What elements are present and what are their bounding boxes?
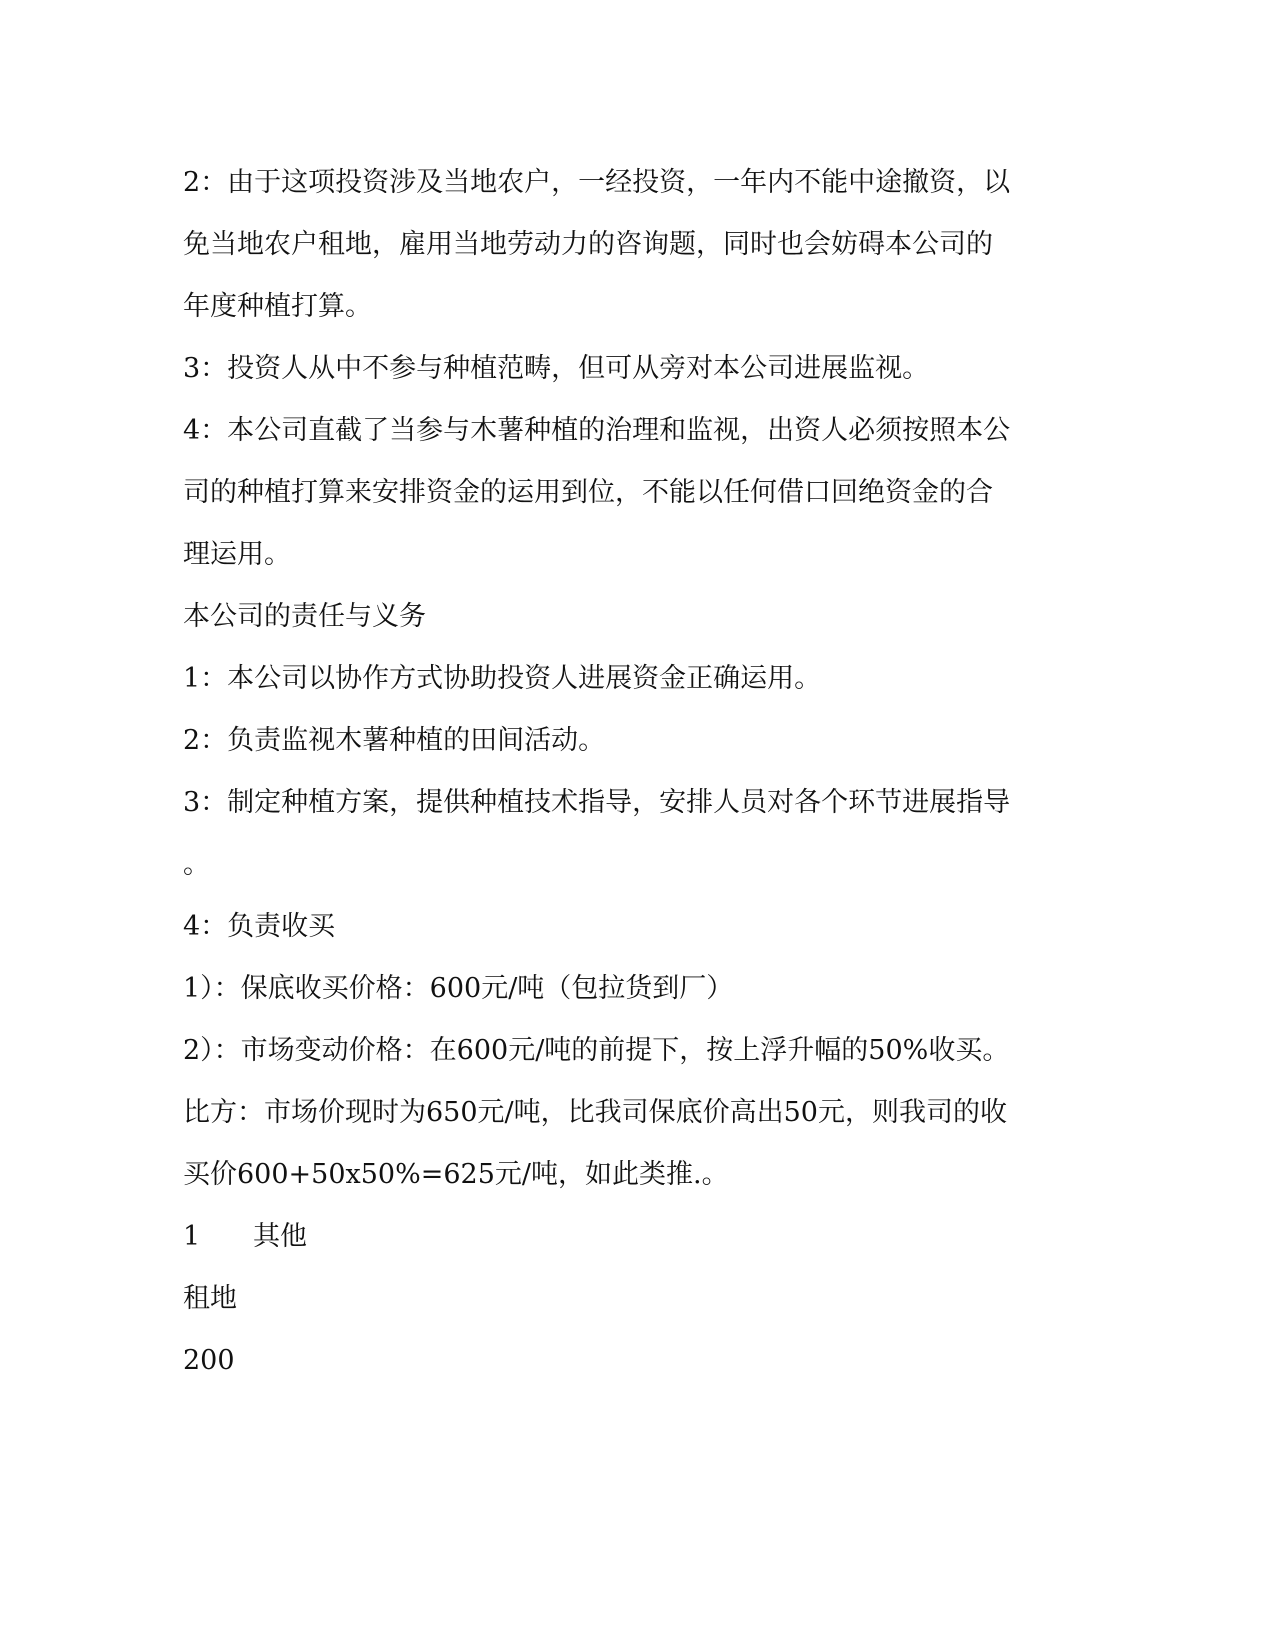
paragraph-line: 。 <box>183 849 210 880</box>
paragraph-line: 3：投资人从中不参与种植范畴，但可从旁对本公司进展监视。 <box>183 353 930 384</box>
document-body <box>183 152 1043 1392</box>
paragraph-line: 1：本公司以协作方式协助投资人进展资金正确运用。 <box>183 663 822 694</box>
paragraph-line: 200 <box>183 1345 235 1376</box>
paragraph-line: 租地 <box>183 1283 237 1314</box>
paragraph-line: 2）：市场变动价格：在600元/吨的前提下，按上浮升幅的50%收买。 <box>183 1035 1010 1066</box>
section-title: 其他 <box>253 1221 307 1252</box>
section-number: 1 <box>183 1221 201 1252</box>
numbered-section-heading <box>183 1206 1043 1268</box>
paragraph-line: 1）：保底收买价格：600元/吨（包拉货到厂） <box>183 973 734 1004</box>
paragraph-line: 买价600+50x50%=625元/吨，如此类推.。 <box>183 1159 729 1190</box>
paragraph-line: 理运用。 <box>183 539 291 570</box>
paragraph-line: 2：由于这项投资涉及当地农户，一经投资，一年内不能中途撤资，以 <box>183 167 1011 198</box>
paragraph-line: 4：负责收买 <box>183 911 336 942</box>
paragraph-line: 免当地农户租地，雇用当地劳动力的咨询题，同时也会妨碍本公司的 <box>183 229 993 260</box>
paragraph-line: 司的种植打算来安排资金的运用到位，不能以任何借口回绝资金的合 <box>183 477 993 508</box>
paragraph-line: 比方：市场价现时为650元/吨，比我司保底价高出50元，则我司的收 <box>183 1097 1007 1128</box>
section-heading: 本公司的责任与义务 <box>183 601 426 632</box>
paragraph-line: 4：本公司直截了当参与木薯种植的治理和监视，出资人必须按照本公 <box>183 415 1011 446</box>
paragraph-line: 2：负责监视木薯种植的田间活动。 <box>183 725 606 756</box>
paragraph-line: 年度种植打算。 <box>183 291 372 322</box>
paragraph-line: 3：制定种植方案，提供种植技术指导，安排人员对各个环节进展指导 <box>183 787 1011 818</box>
